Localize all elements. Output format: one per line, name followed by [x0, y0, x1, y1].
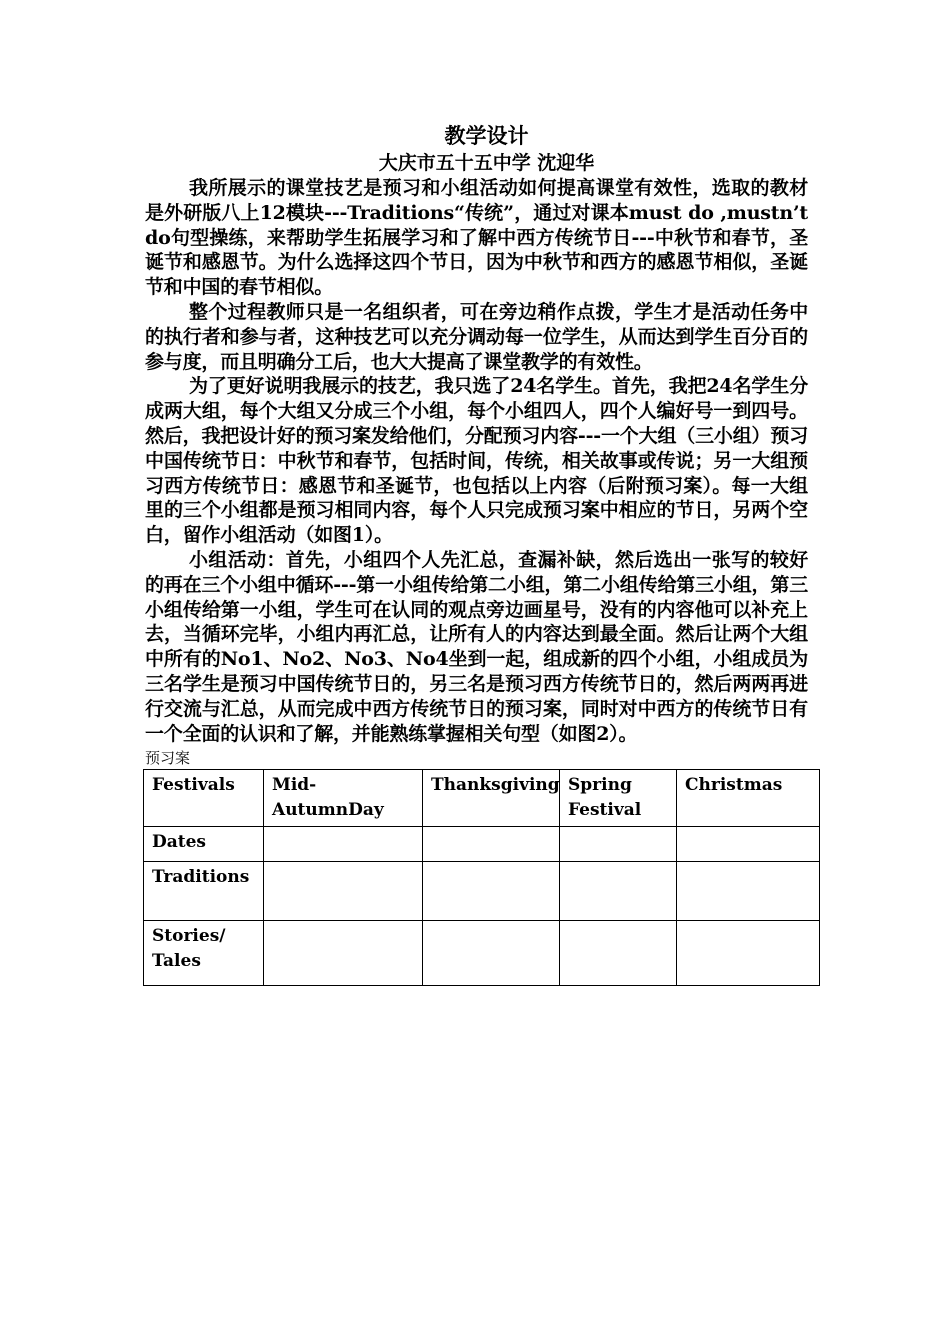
paragraph-4: 小组活动：首先，小组四个人先汇总，查漏补缺，然后选出一张写的较好的再在三个小组中循环---第一小组传给第二小组，第二小组传给第三小组，第三小组传给第一小组，学生可在认同的观点旁边画星号，没有的内容他可以补充上去，当循环完毕，小组内再汇总，让所有人的内容达到最全面。然后让两个大组中所有的No1、No2、No3、No4坐到一起，组成新的四个小组，小组成员为三名学生是预习中国传统节日的，另三名是预习西方传统节日的，然后两两再进行交流与汇总，从而完成中西方传统节日的预习案，同时对中西方的传统节日有一个全面的认识和了解，并能熟练掌握相关句型（如图2）。 [145, 548, 808, 745]
table-header-cell: Festivals [144, 770, 264, 827]
table-row [144, 921, 820, 986]
table-cell [423, 921, 560, 986]
table-header-cell: Spring Festival [560, 770, 677, 827]
table-cell [423, 862, 560, 921]
paragraph-2: 整个过程教师只是一名组织者，可在旁边稍作点拨，学生才是活动任务中的执行者和参与者，这种技艺可以充分调动每一位学生，从而达到学生百分百的参与度，而且明确分工后，也大大提高了课堂教学的有效性。 [145, 300, 808, 373]
table-row-label: Dates [144, 827, 264, 862]
table-cell [677, 827, 820, 862]
table-row-label: Traditions [144, 862, 264, 921]
table-row [144, 827, 820, 862]
paragraph-1: 我所展示的课堂技艺是预习和小组活动如何提高课堂有效性，选取的教材是外研版八上12模块---Traditions“传统”，通过对课本must do ,mustn’t do句型操练，来帮助学生拓展学习和了解中西方传统节日---中秋节和春节，圣诞节和感恩节。为什么选择这四个节日，因为中秋节和西方的感恩节相似，圣诞节和中国的春节相似。 [145, 177, 808, 299]
table-cell [560, 827, 677, 862]
table-cell [264, 827, 423, 862]
table-cell [423, 827, 560, 862]
table-cell [264, 921, 423, 986]
preview-plan-table [143, 769, 820, 986]
table-header-row [144, 770, 820, 827]
table-header-cell: Christmas [677, 770, 820, 827]
table-header-cell: Thanksgiving [423, 770, 560, 827]
paragraph-3: 为了更好说明我展示的技艺，我只选了24名学生。首先，我把24名学生分成两大组，每个大组又分成三个小组，每个小组四人，四个人编好号一到四号。然后，我把设计好的预习案发给他们，分配预习内容---一个大组（三小组）预习中国传统节日：中秋节和春节，包括时间，传统，相关故事或传说；另一大组预习西方传统节日：感恩节和圣诞节，也包括以上内容（后附预习案）。每一大组里的三个小组都是预习相同内容，每个人只完成预习案中相应的节日，另两个空白，留作小组活动（如图1）。 [145, 375, 808, 547]
table-cell [560, 862, 677, 921]
table-cell [264, 862, 423, 921]
table-cell [560, 921, 677, 986]
author-line: 大庆市五十五中学 沈迎华 [378, 152, 595, 174]
table-cell [677, 862, 820, 921]
document-page [145, 122, 808, 986]
table-row-label: Stories/ Tales [144, 921, 264, 986]
table-header-cell: Mid-AutumnDay [264, 770, 423, 827]
table-cell [677, 921, 820, 986]
table-caption: 预习案 [145, 749, 191, 768]
table-row [144, 862, 820, 921]
document-title: 教学设计 [444, 123, 529, 148]
